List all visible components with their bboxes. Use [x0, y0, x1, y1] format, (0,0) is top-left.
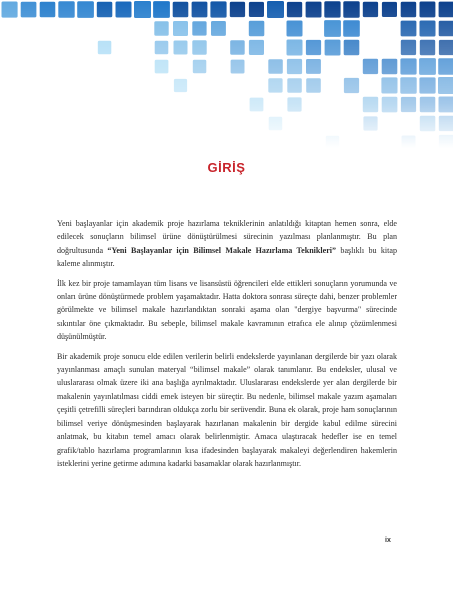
paragraph-2: İlk kez bir proje tamamlayan tüm lisans ve lisansüstü öğrencileri elde ettikleri sonuçların yorumunda ve onları ürüne dönüştürmede problem yaşamaktadır. Hatta doktora sonrası süreçte dahi, benzer problemler görülmekte ve bilimsel makale hazırlandıktan sonraki aşama olan "dergiye başvurma" sürecinde sıkıntılar öne çıkmaktadır. Bu sebeple, bilimsel makale kavramının etrafıca ele alınıp çözümlenmesi düşünülmüştür. — [57, 278, 397, 342]
mosaic-tiles-graphic — [0, 0, 453, 148]
page-title: GİRİŞ — [207, 160, 246, 175]
paragraph-1: Yeni başlayanlar için akademik proje hazırlama tekniklerinin anlatıldığı kitaptan hemen sonra, elde edilecek sonuçların bilimsel ürüne dönüştürülmesi sürecinin yazılması planlanmıştır. Bu plan doğrultusunda “Yeni Başlayanlar için Bilimsel Makale Hazırlama Teknikleri” başlıklı bu kitap kaleme alınmıştır. — [57, 219, 397, 269]
header-mosaic-banner — [0, 0, 453, 148]
paragraph-3: Bir akademik proje sonucu elde edilen verilerin belirli endekslerde yayınlanan dergilerde bir yazı olarak yayınlanması amaçlı sunulan materyal “bilimsel makale” olarak tanımlanır. Bu endeksler, ulusal ve uluslararası olmak üzere iki ana başlığa ayrılmaktadır. Uluslararası endekslerde yer alan dergilerde bir makalenin yayınlatılması ciddi emek isteyen bir süreçtir. Bu nedenle, bilimsel makale yazım aşamaları çeşitli çetrefilli süreçleri barındıran oldukça zorlu bir serüvendir. Buna ek olarak, proje ham sonuçlarının bilimsel veriye dönüşmesinden başlayarak hazırlanan makalenin bir dergide kabul edilme sürecini anlatmak, bu kitabın temel amacı olarak belirlenmiştir. Amaca ulaştıracak hedefler ise en temel grafik/tablo hazırlama programlarının kısa ifadesinden başlayarak makaleyi değerlendiren hakemlerin isteklerini yerine getirme adımına kadarki basamaklar olarak hazırlanmıştır. — [57, 351, 397, 468]
book-title-bold: “Yeni Başlayanlar için Bilimsel Makale Hazırlama Teknikleri” — [107, 245, 337, 255]
page-number: ix — [385, 537, 391, 544]
body-text — [57, 217, 397, 476]
banner-fade-overlay — [0, 0, 453, 148]
